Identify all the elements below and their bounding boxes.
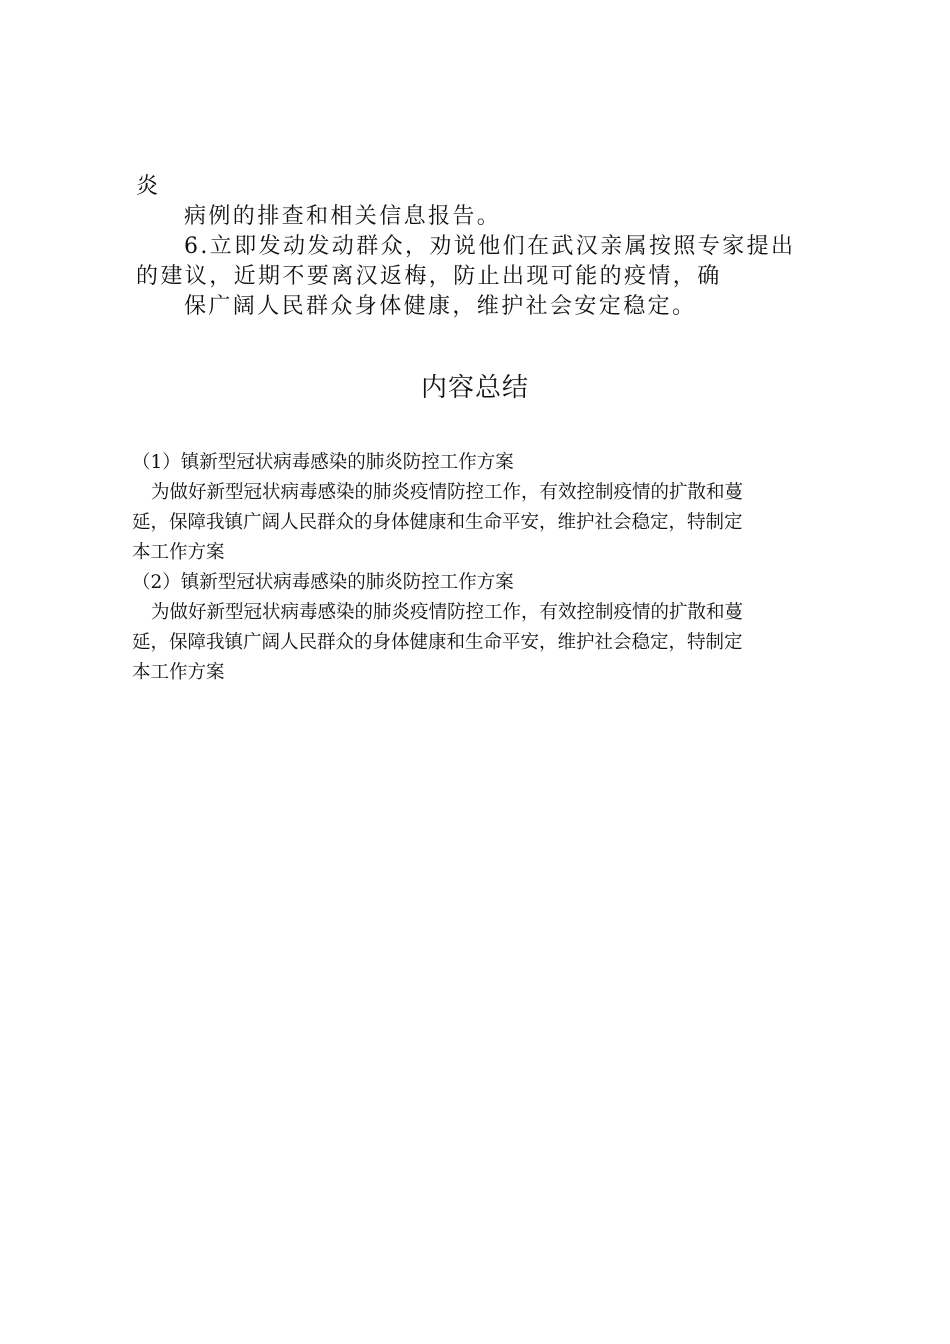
summary-item bbox=[132, 448, 832, 568]
summary-item-line: 为做好新型冠状病毒感染的肺炎疫情防控工作，有效控制疫情的扩散和蔓 bbox=[151, 482, 744, 503]
summary-item bbox=[132, 568, 832, 688]
text-line: 保广阔人民群众身体健康，维护社会安定稳定。 bbox=[184, 294, 697, 319]
text-line: 炎 bbox=[136, 174, 161, 199]
text-line: 病例的排查和相关信息报告。 bbox=[184, 204, 502, 229]
summary-item-line: 延，保障我镇广阔人民群众的身体健康和生命平安，维护社会稳定，特制定 bbox=[132, 632, 743, 653]
summary-item-heading: （2）镇新型冠状病毒感染的肺炎防控工作方案 bbox=[132, 572, 514, 593]
summary-item-line: 本工作方案 bbox=[132, 662, 225, 683]
summary-title: 内容总结 bbox=[420, 373, 529, 403]
continuation-text bbox=[136, 172, 836, 322]
summary-item-line: 为做好新型冠状病毒感染的肺炎疫情防控工作，有效控制疫情的扩散和蔓 bbox=[151, 602, 744, 623]
text-line: 的建议，近期不要离汉返梅，防止出现可能的疫情，确 bbox=[136, 264, 722, 289]
summary-item-line: 本工作方案 bbox=[132, 542, 225, 563]
summary-section bbox=[132, 448, 832, 688]
summary-item-heading: （1）镇新型冠状病毒感染的肺炎防控工作方案 bbox=[132, 452, 514, 473]
text-line: 6.立即发动发动群众，劝说他们在武汉亲属按照专家提出 bbox=[184, 234, 796, 259]
summary-item-line: 延，保障我镇广阔人民群众的身体健康和生命平安，维护社会稳定，特制定 bbox=[132, 512, 743, 533]
